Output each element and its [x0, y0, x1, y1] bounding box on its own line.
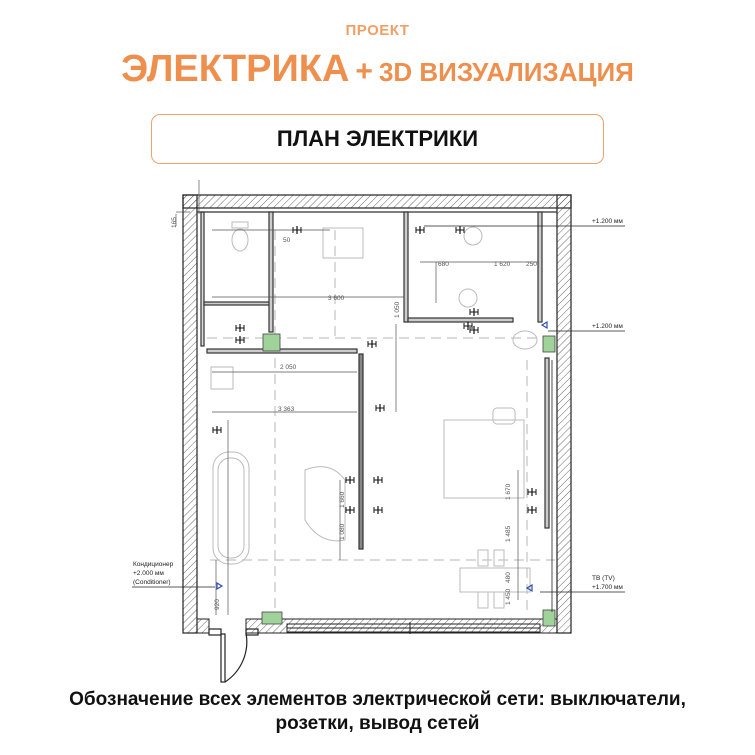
furniture	[211, 222, 537, 608]
dim-1485: 1 485	[505, 525, 512, 542]
caption	[0, 688, 755, 736]
callout-height-2: +1.200 мм	[592, 323, 623, 330]
dim-2050: 2 050	[280, 364, 297, 371]
callout-height-1: +1.200 мм	[592, 218, 623, 225]
dim-50: 50	[283, 237, 291, 244]
dashed-guides	[207, 230, 555, 615]
outlet-markers	[217, 322, 547, 591]
title-main: ЭЛЕКТРИКА	[121, 48, 350, 90]
callout-leaders	[132, 226, 625, 612]
dim-3600: 3 600	[328, 295, 345, 302]
dim-680: 680	[438, 261, 449, 268]
switches-sockets	[213, 226, 536, 514]
title-plus: +	[355, 55, 373, 88]
window-frame	[287, 622, 540, 634]
dim-1080: 1 080	[339, 523, 346, 540]
dim-1050: 1 050	[394, 301, 401, 318]
conditioner-height: +2.000 мм	[133, 570, 164, 577]
dim-1660: 1 660	[339, 491, 346, 508]
section-badge-label: ПЛАН ЭЛЕКТРИКИ	[276, 126, 479, 151]
dim-1670: 1 670	[505, 483, 512, 500]
callouts	[133, 218, 623, 591]
conditioner-label: Кондиционер	[133, 561, 174, 568]
dim-3363: 3 363	[278, 406, 295, 413]
dim-920: 920	[214, 599, 221, 610]
conditioner-en: (Conditioner)	[133, 579, 171, 586]
caption-line-2: розетки, вывод сетей	[275, 713, 480, 734]
title-sub: 3D ВИЗУАЛИЗАЦИЯ	[378, 57, 634, 87]
dim-480: 480	[505, 572, 512, 583]
tv-height: +1.700 мм	[592, 584, 623, 591]
dimension-labels	[171, 217, 537, 610]
dim-1620: 1 620	[494, 261, 511, 268]
outer-walls	[183, 195, 571, 633]
dim-165: 165	[171, 217, 178, 228]
project-label: ПРОЕКТ	[345, 22, 410, 39]
tv-label: ТВ (TV)	[592, 575, 615, 582]
caption-line-1: Обозначение всех элементов электрической сети: выключатели,	[69, 689, 686, 710]
entrance-door	[209, 629, 258, 682]
dim-1450: 1 450	[505, 588, 512, 605]
dim-250: 250	[526, 261, 537, 268]
